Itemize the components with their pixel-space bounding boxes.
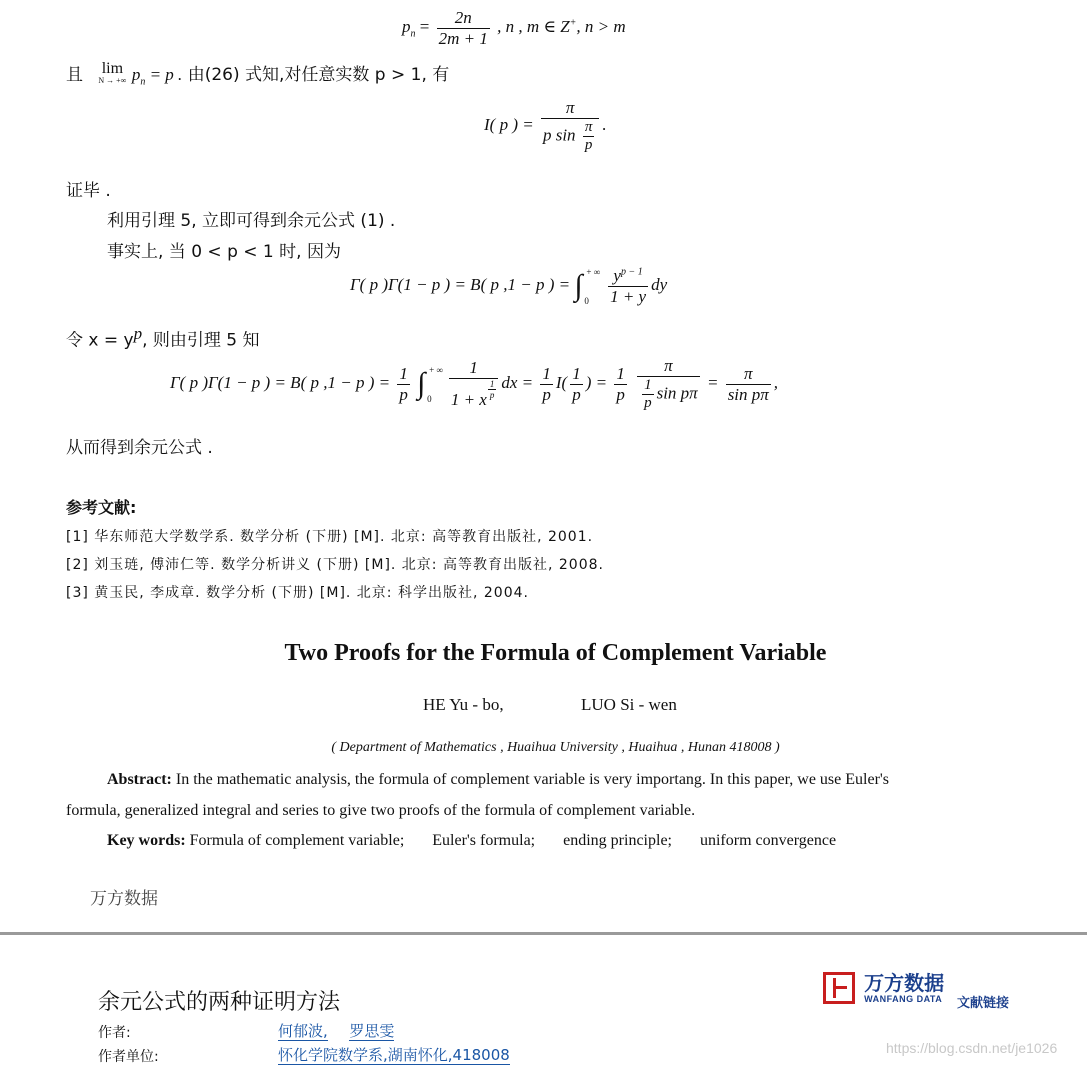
proof-end: 证毕 .: [66, 181, 111, 201]
equation-gamma-beta: Γ( p )Γ(1 − p ) = B( p ,1 − p ) = ∫ + ∞ 0 $\frac{y^{p - 1}}{1 + y}$ dy: [350, 266, 668, 307]
keywords: Key words: Formula of complement variable; Euler's formula; ending principle; uniform convergence: [107, 832, 837, 849]
author-label: 作者:: [98, 1025, 131, 1041]
abstract: Abstract: In the mathematic analysis, the formula of complement variable is very importang. In this paper, we use Euler's: [107, 771, 890, 788]
unit-label: 作者单位:: [98, 1049, 159, 1065]
reference-item: [3] 黄玉民, 李成章. 数学分析 (下册) [M]. 北京: 科学出版社, 2004.: [66, 585, 529, 601]
footer-authors: [278, 1020, 394, 1041]
author-1: HE Yu - bo,: [423, 695, 504, 714]
watermark-text: 万方数据: [90, 889, 158, 909]
paragraph-fact: 事实上, 当 0 < p < 1 时, 因为: [107, 242, 341, 262]
footer-unit: [278, 1044, 510, 1065]
reference-item: [2] 刘玉琏, 傅沛仁等. 数学分析讲义 (下册) [M]. 北京: 高等教育出版社, 2008.: [66, 557, 604, 573]
english-title: Two Proofs for the Formula of Complement Variable: [284, 640, 827, 666]
references-heading: 参考文献:: [66, 498, 137, 517]
limit-line: 且 lim N → +∞ $p_n = p$ . 由(26) 式知,对任意实数 p > 1, 有: [66, 60, 450, 88]
author-link-1[interactable]: 何郁波,: [278, 1022, 328, 1040]
equation-pn: $p_n$ = $\frac{2n}{2m + 1}$ , n , m ∈ Z+, n > m: [402, 8, 626, 48]
equation-I-p: I( p ) = π p sin $\frac{\pi}{p}$ .: [484, 98, 607, 153]
reference-item: [1] 华东师范大学数学系. 数学分析 (下册) [M]. 北京: 高等教育出版社, 2001.: [66, 529, 594, 545]
abstract-continued: formula, generalized integral and series to give two proofs of the formula of complement variable.: [66, 802, 696, 819]
fraction: $\frac{2n}{2m + 1}$: [438, 8, 488, 48]
wanfang-logo-icon: [823, 972, 855, 1004]
csdn-watermark: https://blog.csdn.net/je1026: [886, 1040, 1058, 1056]
author-2: LUO Si - wen: [581, 695, 677, 714]
literature-link[interactable]: 文献链接: [957, 996, 1010, 1011]
page-divider: [0, 932, 1087, 935]
paragraph-lemma: 利用引理 5, 立即可得到余元公式 (1) .: [107, 211, 396, 231]
integral-sign: ∫ + ∞ 0: [574, 267, 601, 307]
integral-sign: ∫ + ∞ 0: [417, 365, 443, 405]
affiliation: ( Department of Mathematics , Huaihua University , Huaihua , Hunan 418008 ): [331, 740, 780, 755]
substitution-line: 令 $x = y^p$, 则由引理 5 知: [66, 324, 260, 351]
wanfang-logo[interactable]: 万方数据 WANFANG DATA: [823, 972, 944, 1004]
footer-title: 余元公式的两种证明方法: [98, 990, 341, 1015]
author-link-2[interactable]: 罗思雯: [349, 1022, 395, 1040]
unit-link[interactable]: 怀化学院数学系,湖南怀化,418008: [278, 1046, 510, 1064]
conclusion: 从而得到余元公式 .: [66, 438, 213, 458]
equation-derivation: Γ( p )Γ(1 − p ) = B( p ,1 − p ) = $\frac{1}{p}$ ∫ + ∞ 0 1 1 + x $\frac{1}{p}$ dx = $\frac{1}{p}$ I( $\frac{1}{p}$ ) = $\frac{1}{p}$ π $\frac{1}{p}$ sin pπ = $\frac{\pi}{\text{sin pπ}}$ ,: [170, 356, 779, 411]
